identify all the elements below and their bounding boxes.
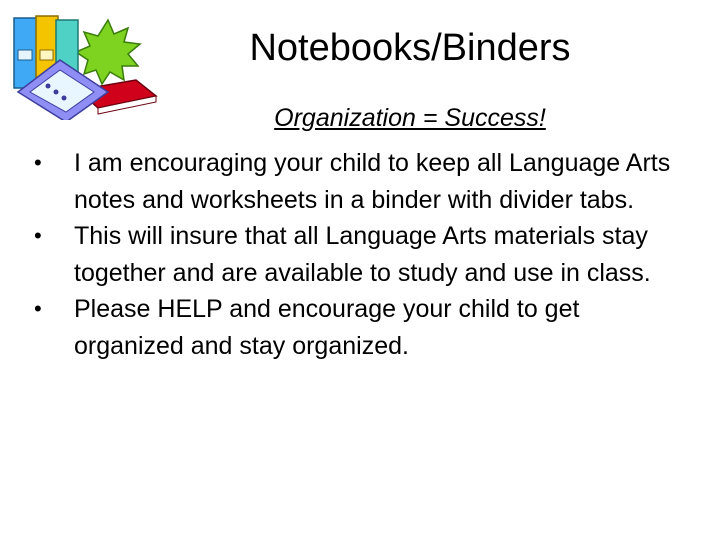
slide-subtitle: Organization = Success! (274, 104, 546, 132)
bullet-text: This will insure that all Language Arts materials stay together and are available to study and use in class. (74, 222, 651, 287)
bullet-text: I am encouraging your child to keep all Language Arts notes and worksheets in a binder with divider tabs. (74, 149, 671, 214)
binders-clipart-icon (8, 10, 168, 120)
bullet-list (34, 145, 674, 364)
slide-title: Notebooks/Binders (249, 27, 571, 69)
bullet-marker: • (34, 150, 42, 175)
bullet-item (34, 291, 674, 364)
bullet-marker: • (34, 223, 42, 248)
bullet-marker: • (34, 296, 42, 321)
starburst-shape (76, 20, 140, 84)
bullet-text: Please HELP and encourage your child to get organized and stay organized. (74, 295, 580, 360)
bullet-item (34, 145, 674, 218)
bullet-item (34, 218, 674, 291)
